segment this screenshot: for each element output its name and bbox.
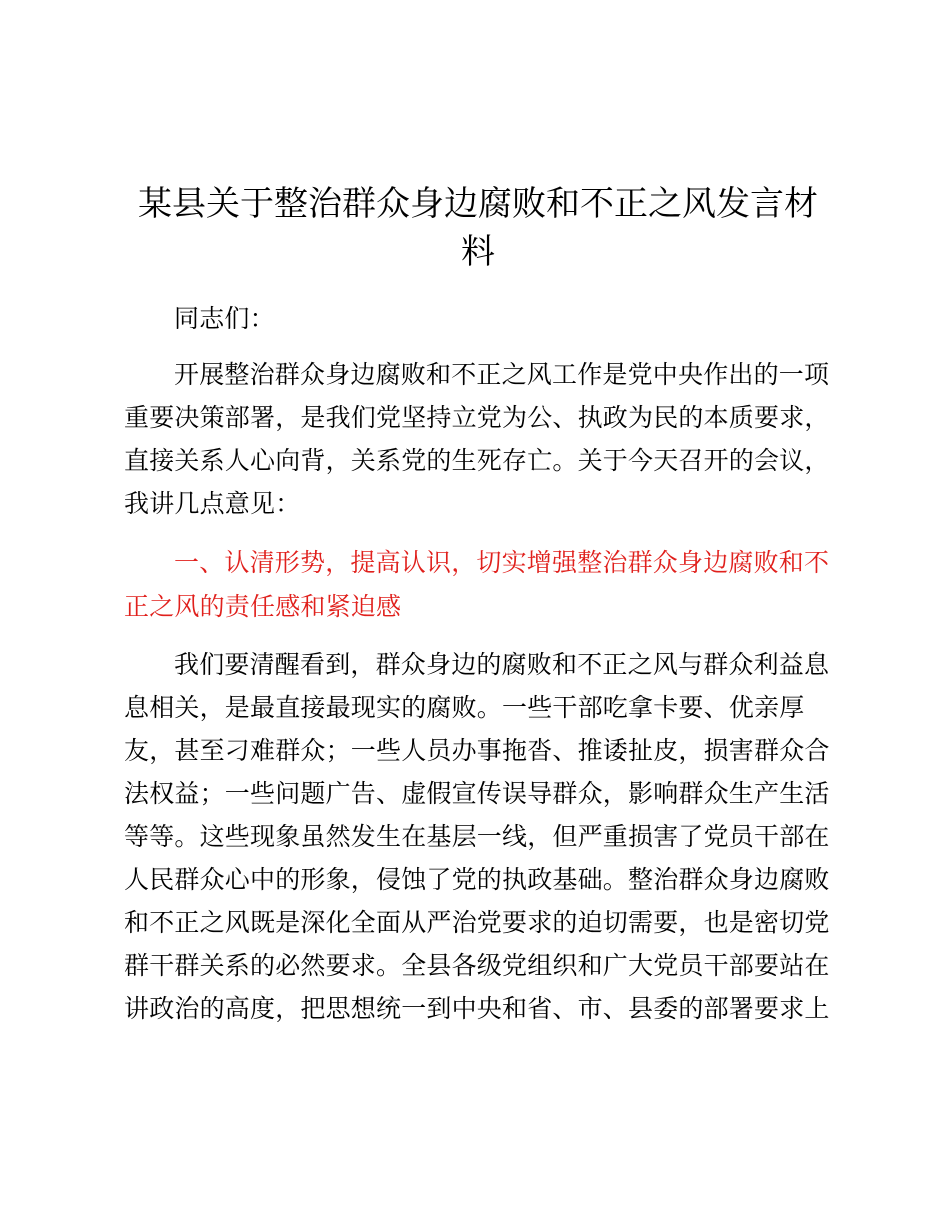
heading-line: 正之风的责任感和紧迫感	[124, 592, 402, 621]
paragraph-line: 等等。这些现象虽然发生在基层一线，但严重损害了党员干部在	[124, 822, 830, 851]
paragraph-line: 我们要清醒看到，群众身边的腐败和不正之风与群众利益息	[174, 650, 830, 679]
paragraph-line: 人民群众心中的形象，侵蚀了党的执政基础。整治群众身边腐败	[124, 865, 830, 894]
paragraph-line: 友，甚至刁难群众；一些人员办事拖沓、推诿扯皮，损害群众合	[124, 736, 830, 765]
paragraph-line: 直接关系人心向背，关系党的生死存亡。关于今天召开的会议，	[124, 446, 830, 475]
heading-line: 一、认清形势，提高认识，切实增强整治群众身边腐败和不	[174, 548, 830, 577]
paragraph-line: 群干群关系的必然要求。全县各级党组织和广大党员干部要站在	[124, 951, 830, 980]
paragraph-line: 法权益；一些问题广告、虚假宣传误导群众，影响群众生产生活	[124, 779, 830, 808]
document-title: 某县关于整治群众身边腐败和不正之风发言材 料	[138, 184, 818, 272]
paragraph-line: 开展整治群众身边腐败和不正之风工作是党中央作出的一项	[174, 360, 830, 389]
paragraph-line: 讲政治的高度，把思想统一到中央和省、市、县委的部署要求上	[124, 994, 830, 1023]
paragraph-line: 重要决策部署，是我们党坚持立党为公、执政为民的本质要求，	[124, 403, 830, 432]
salutation: 同志们：	[174, 304, 275, 333]
paragraph-line: 息相关，是最直接最现实的腐败。一些干部吃拿卡要、优亲厚	[124, 693, 805, 722]
paragraph-line: 我讲几点意见：	[124, 489, 301, 518]
paragraph-line: 和不正之风既是深化全面从严治党要求的迫切需要，也是密切党	[124, 908, 830, 937]
